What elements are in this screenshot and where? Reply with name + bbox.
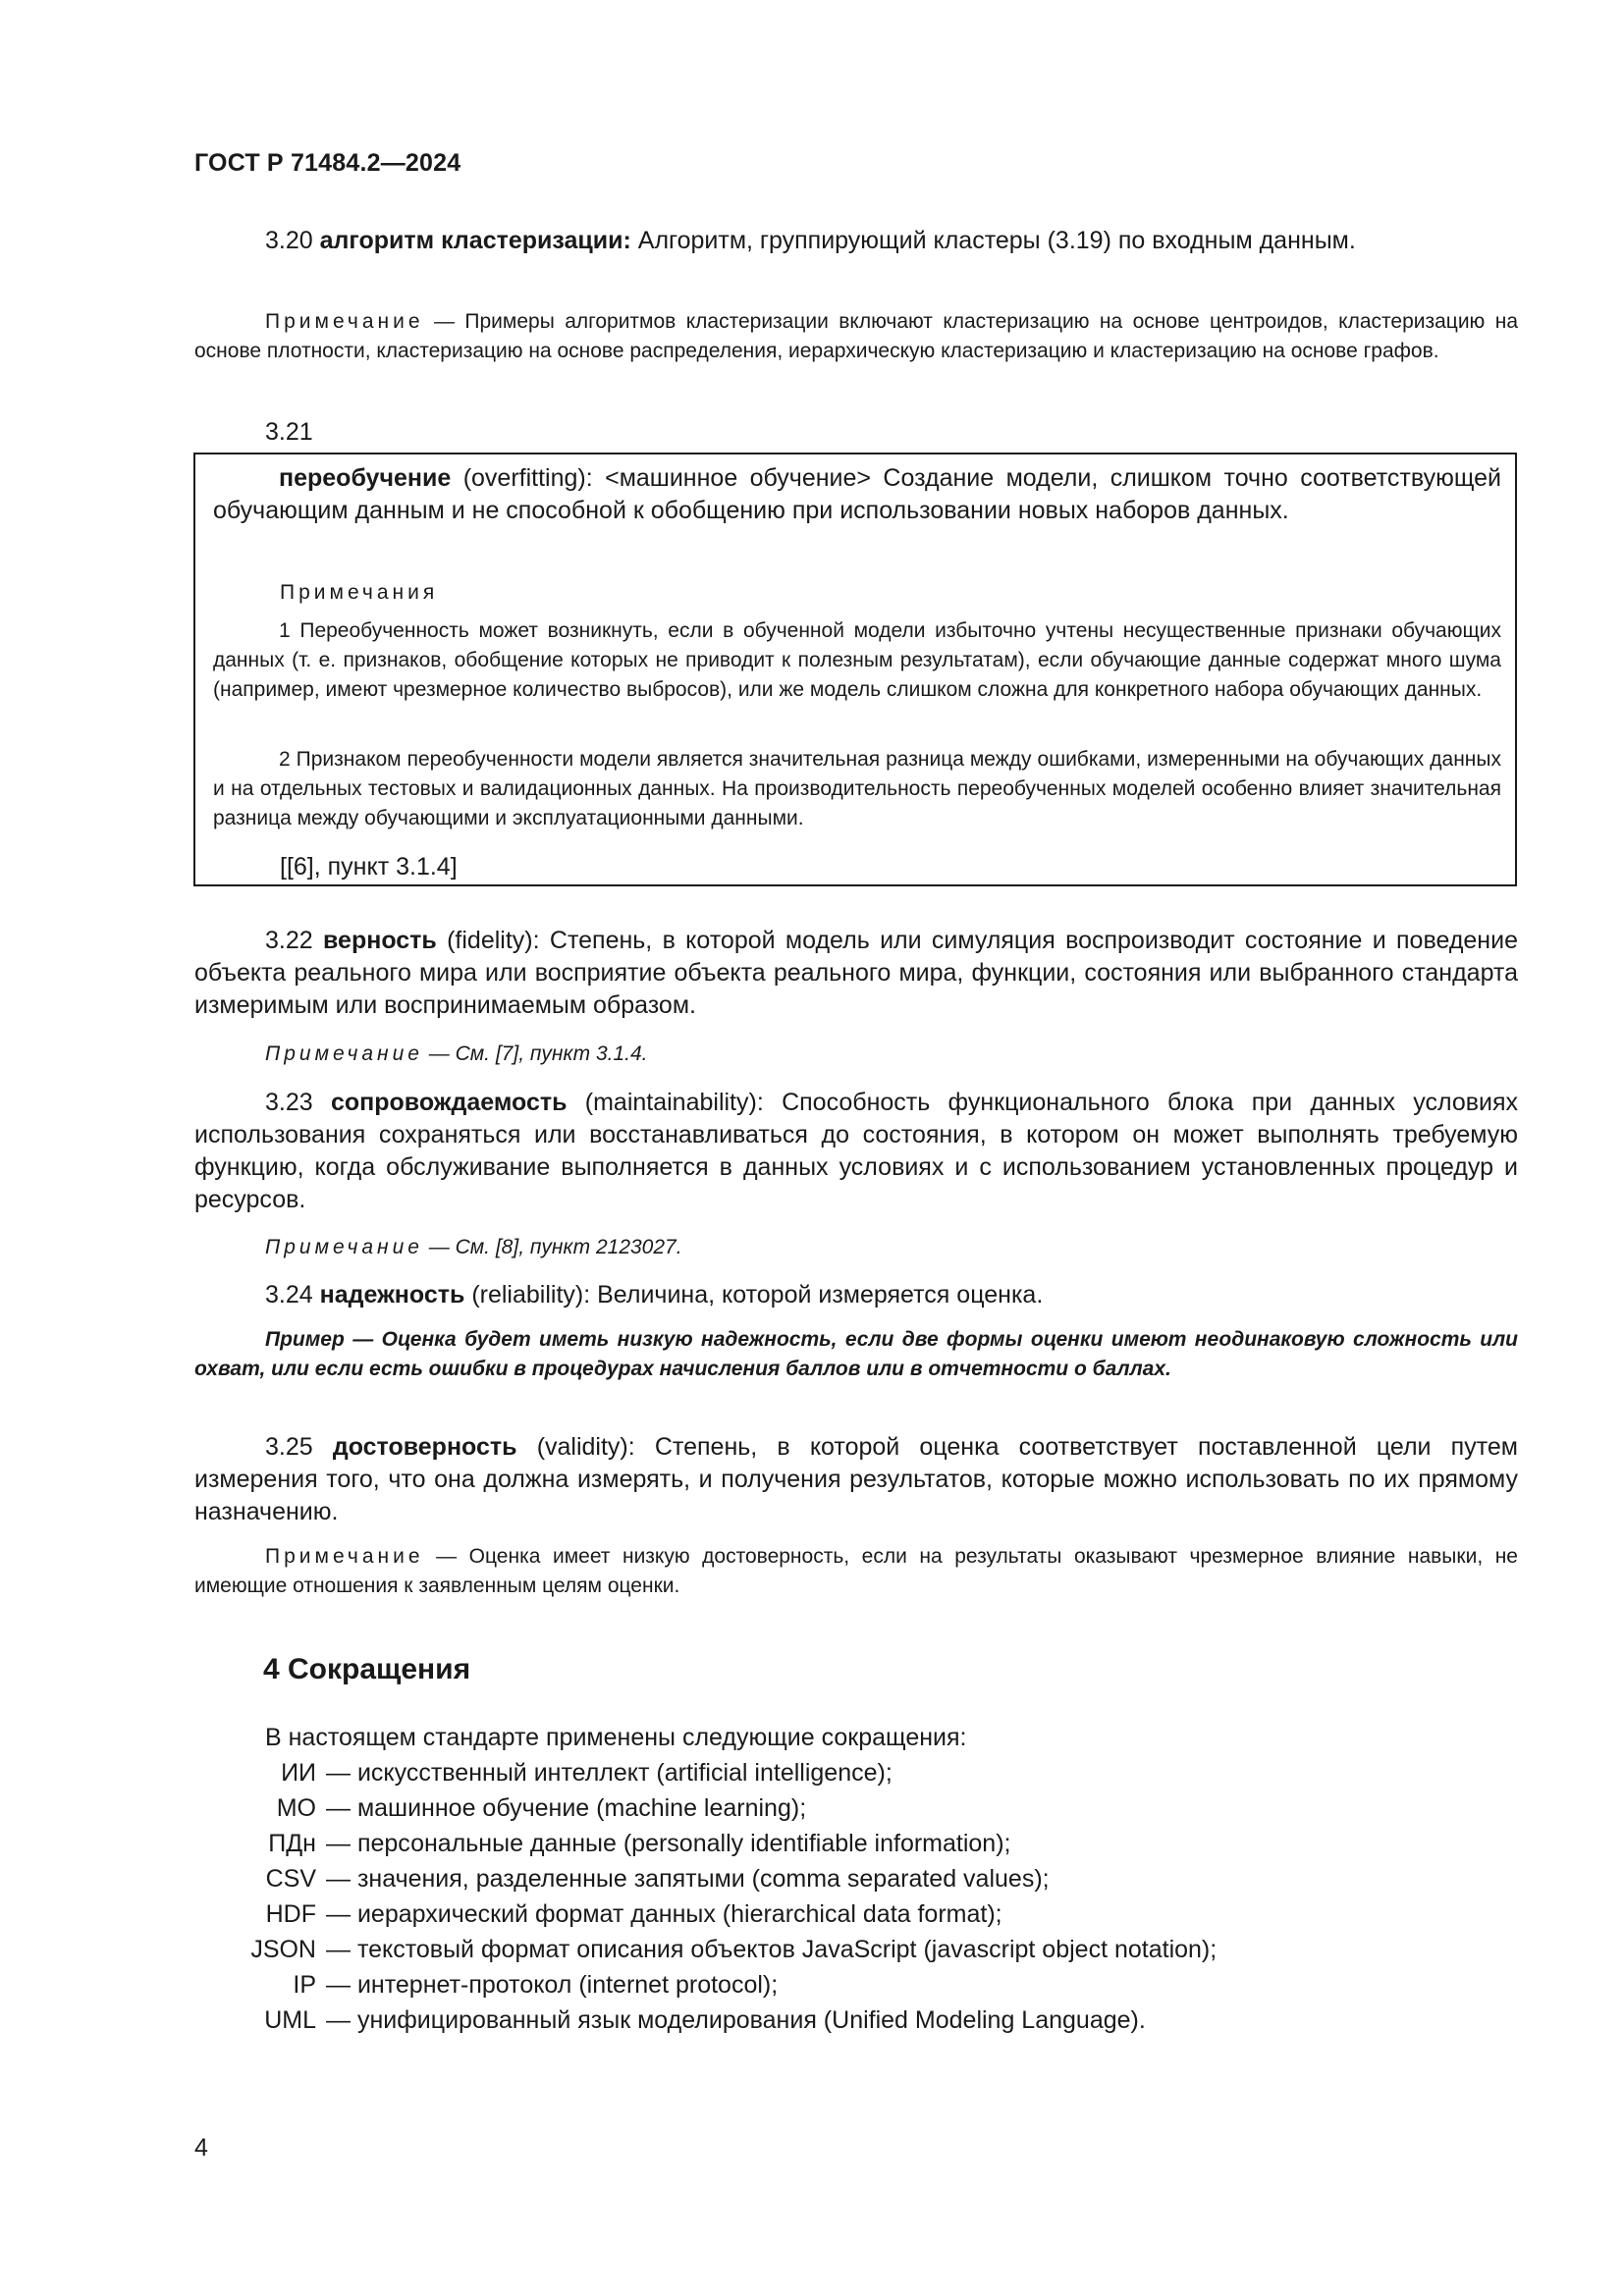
term-number: 3.24 <box>265 1281 313 1308</box>
page-number: 4 <box>194 2134 208 2162</box>
term-definition: Алгоритм, группирующий кластеры (3.19) по входным данным. <box>637 227 1356 254</box>
abbr-definition: — значения, разделенные запятыми (comma separated values); <box>326 1865 1050 1893</box>
abbr-code: МО <box>276 1794 316 1822</box>
abbr-code: HDF <box>265 1900 316 1928</box>
example-3-24: Пример — Оценка будет иметь низкую надежность, если две формы оценки имеют неодинаковую сложность или охват, или если есть ошибки в процедурах начисления баллов или в отчетности о баллах. <box>194 1328 1518 1380</box>
abbr-definition: — искусственный интеллект (artificial intelligence); <box>326 1759 893 1787</box>
term-3-22 <box>194 925 1518 1022</box>
term-3-21-definition <box>213 462 1501 527</box>
term-english: (validity): <box>536 1433 635 1461</box>
note-text: — Примеры алгоритмов кластеризации включают кластеризацию на основе центроидов, кластеризацию на основе плотности, кластеризацию на основе распределения, иерархическую кластеризацию и кластеризацию на основе графов. <box>194 310 1518 362</box>
term-english: (maintainability): <box>584 1089 764 1116</box>
term-3-20 <box>194 225 1518 257</box>
note-3-22 <box>194 1040 1518 1069</box>
note-label: Примечание <box>265 310 424 333</box>
source-reference: [[6], пункт 3.1.4] <box>280 853 458 881</box>
abbr-definition: — персональные данные (personally identifiable information); <box>326 1830 1011 1857</box>
term-3-21-box <box>193 453 1517 886</box>
term-number: 3.23 <box>265 1089 313 1116</box>
note-3-20 <box>194 307 1518 366</box>
term-title: верность <box>323 927 437 954</box>
document-header: ГОСТ Р 71484.2—2024 <box>194 149 461 177</box>
term-title: алгоритм кластеризации: <box>319 227 631 254</box>
term-number: 3.25 <box>265 1433 313 1461</box>
term-definition: Степень, в которой оценка соответствует поставленной цели путем измерения того, что она должна измерять, и получения результатов, которые можно использовать по их прямому назначению. <box>194 1433 1518 1525</box>
term-number: 3.20 <box>265 227 313 254</box>
notes-label: Примечания <box>280 581 439 604</box>
abbr-definition: — унифицированный язык моделирования (Unified Modeling Language). <box>326 2006 1146 2034</box>
term-definition: Способность функционального блока при данных условиях использования сохраняться или восстанавливаться до состояния, в котором он может выполнять требуемую функцию, когда обслуживание выполняется в данных условиях и с использованием установленных процедур и ресурсов. <box>194 1089 1519 1213</box>
note-text: — См. [8], пункт 2123027. <box>428 1236 682 1258</box>
abbr-code: ИИ <box>281 1759 316 1787</box>
term-title: переобучение <box>279 464 452 492</box>
note-label: Примечание <box>265 1236 423 1258</box>
abbr-definition: — интернет-протокол (internet protocol); <box>326 1971 779 1999</box>
term-definition: Степень, в которой модель или симуляция воспроизводит состояние и поведение объекта реального мира или восприятие объекта реального мира, функции, состояния или выбранного стандарта измеримым или воспринимаемым образом. <box>194 927 1518 1019</box>
term-title: сопровождаемость <box>330 1089 568 1116</box>
abbr-definition: — иерархический формат данных (hierarchical data format); <box>326 1900 1002 1928</box>
term-definition: <машинное обучение> Создание модели, слишком точно соответствующей обучающим данным и не способной к обобщению при использовании новых наборов данных. <box>213 464 1502 524</box>
abbreviations-list <box>0 1757 1624 2052</box>
abbr-code: JSON <box>250 1936 316 1963</box>
term-title: надежность <box>319 1281 465 1308</box>
term-english: (reliability): <box>471 1281 591 1308</box>
abbr-code: CSV <box>265 1865 316 1893</box>
note-text: — См. [7], пункт 3.1.4. <box>428 1042 648 1065</box>
abbr-code: IP <box>293 1971 316 1999</box>
abbr-definition: — текстовый формат описания объектов JavaScript (javascript object notation); <box>326 1936 1218 1963</box>
note-3-23 <box>194 1233 1518 1262</box>
term-english: (overfitting): <box>462 464 593 492</box>
note-1: 1 Переобученность может возникнуть, если в обученной модели избыточно учтены несущественные признаки обучающих данных (т. е. признаков, обобщение которых не приводит к полезным результатам), если обучающие данные содержат много шума (например, имеют чрезмерное количество выбросов), или же модель слишком сложна для конкретного набора обучающих данных. <box>213 619 1501 701</box>
abbr-definition: — машинное обучение (machine learning); <box>326 1794 807 1822</box>
term-english: (fidelity): <box>447 927 540 954</box>
term-definition: Величина, которой измеряется оценка. <box>597 1281 1044 1308</box>
section-intro: В настоящем стандарте применены следующие сокращения: <box>265 1724 967 1751</box>
note-2: 2 Признаком переобученности модели является значительная разница между ошибками, измеренными на обучающих данных и на отдельных тестовых и валидационных данных. На производительность переобученных моделей особенно влияет значительная разница между обучающими и эксплуатационными данными. <box>213 748 1501 829</box>
section-title: 4 Сокращения <box>263 1653 471 1685</box>
term-3-25 <box>194 1431 1518 1528</box>
note-label: Примечание <box>265 1545 424 1568</box>
term-title: достоверность <box>332 1433 517 1461</box>
note-3-25 <box>194 1542 1518 1601</box>
term-number-3-21: 3.21 <box>265 418 313 446</box>
note-text: — Оценка имеет низкую достоверность, если на результаты оказывают чрезмерное влияние навыки, не имеющие отношения к заявленным целям оценки. <box>194 1545 1518 1597</box>
abbr-code: UML <box>264 2006 316 2034</box>
note-label: Примечание <box>265 1042 423 1065</box>
term-3-23 <box>194 1087 1518 1216</box>
abbr-code: ПДн <box>268 1830 316 1857</box>
term-number: 3.22 <box>265 927 313 954</box>
term-3-24 <box>194 1279 1518 1311</box>
